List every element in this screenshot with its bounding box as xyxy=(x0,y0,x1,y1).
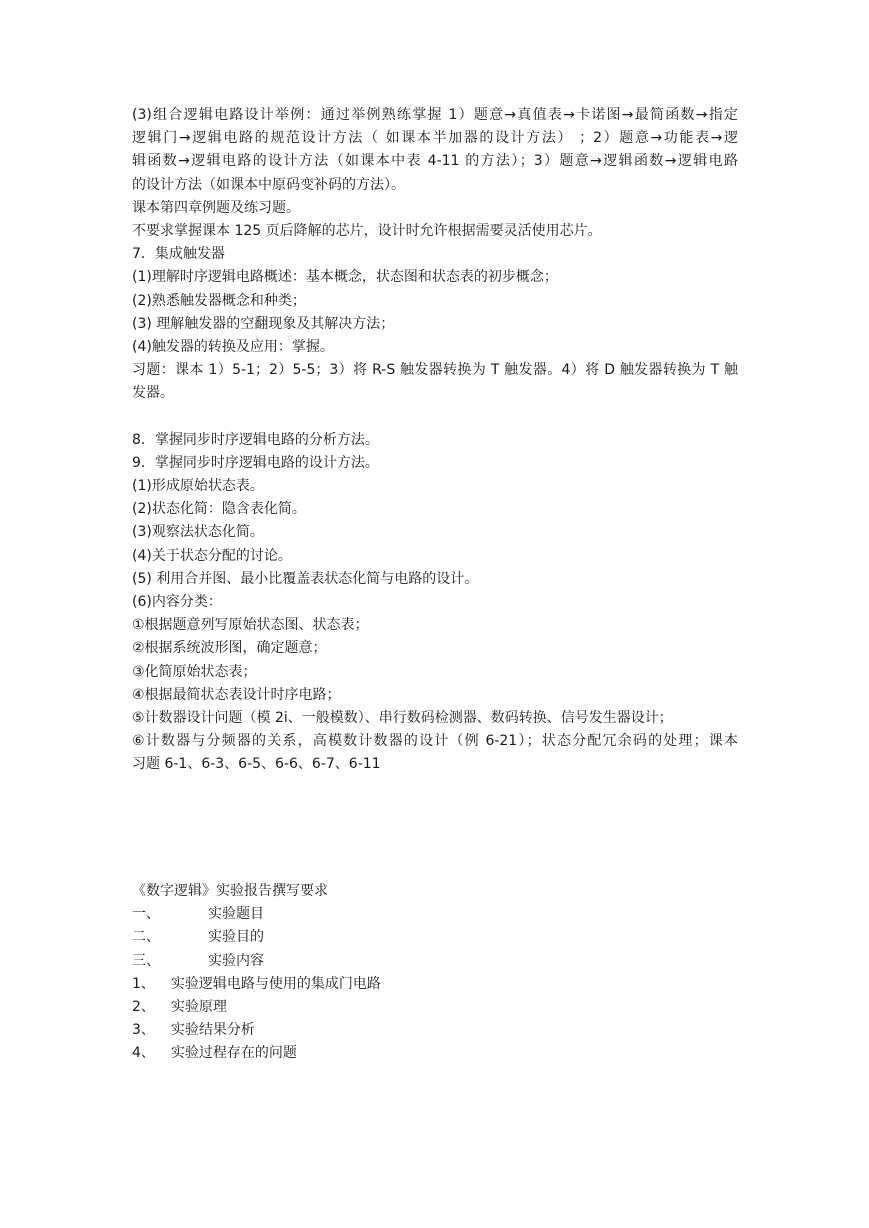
outline-heading xyxy=(132,903,738,926)
item-text: 实验过程存在的问题 xyxy=(170,1045,297,1062)
item-number: 1、 xyxy=(132,975,155,992)
lab-report-section xyxy=(132,880,738,1066)
paragraph-line: (1)理解时序逻辑电路概述：基本概念，状态图和状态表的初步概念； xyxy=(132,269,558,286)
paragraph-line: (4)触发器的转换及应用：掌握。 xyxy=(132,338,334,355)
numbered-item xyxy=(132,1042,738,1065)
outline-heading xyxy=(132,926,738,949)
list-item: ③化简原始状态表； xyxy=(132,663,257,680)
list-item: ①根据题意列写原始状态图、状态表； xyxy=(132,617,369,634)
heading-line: 9．掌握同步时序逻辑电路的设计方法。 xyxy=(132,454,379,471)
item-text: 实验原理 xyxy=(170,998,227,1015)
outline-number: 二、 xyxy=(132,929,160,946)
item-number: 3、 xyxy=(132,1022,155,1039)
numbered-item xyxy=(132,996,738,1019)
paragraph-line: (3)组合逻辑电路设计举例：通过举例熟练掌握 1）题意→真值表→卡诺图→最简函数→指定 xyxy=(132,107,738,123)
paragraph-line: (1)形成原始状态表。 xyxy=(132,478,264,494)
item-text: 实验逻辑电路与使用的集成门电路 xyxy=(170,975,381,992)
outline-text: 实验目的 xyxy=(208,929,264,946)
paragraph-line: 发器。 xyxy=(132,385,174,402)
section-title: 《数字逻辑》实验报告撰写要求 xyxy=(132,883,328,899)
paragraph-line: (2)熟悉触发器概念和种类； xyxy=(132,292,306,309)
paragraph-line: 辑函数→逻辑电路的设计方法（如课本中表 4-11 的方法）；3）题意→逻辑函数→逻辑电路 xyxy=(132,153,738,170)
list-item: ⑥计数器与分频器的关系，高模数计数器的设计（例 6-21）；状态分配冗余码的处理；课本 xyxy=(132,733,738,750)
paragraph-line: (6)内容分类： xyxy=(132,593,222,610)
numbered-item xyxy=(132,973,738,996)
outline-text: 实验题目 xyxy=(208,906,264,923)
outline-number: 三、 xyxy=(132,952,160,969)
paragraph-line: 逻辑门→逻辑电路的规范设计方法（ 如课本半加器的设计方法） ；2）题意→功能表→逻 xyxy=(132,130,738,147)
outline-heading xyxy=(132,950,738,973)
numbered-item xyxy=(132,1019,738,1042)
item-number: 4、 xyxy=(132,1045,155,1062)
outline-number: 一、 xyxy=(132,906,160,923)
blank-line xyxy=(132,405,738,428)
heading-line: 8．掌握同步时序逻辑电路的分析方法。 xyxy=(132,431,379,448)
list-item: ②根据系统波形图，确定题意； xyxy=(132,640,327,657)
paragraph-line: 不要求掌握课本 125 页后降解的芯片，设计时允许根据需要灵活使用芯片。 xyxy=(132,222,602,239)
paragraph-line: 的设计方法（如课本中原码变补码的方法）。 xyxy=(132,176,405,193)
paragraph-line: (3) 理解触发器的空翻现象及其解决方法； xyxy=(132,315,395,332)
course-requirements-section xyxy=(132,104,738,776)
heading-line: 7．集成触发器 xyxy=(132,246,225,263)
paragraph-line: (2)状态化简：隐含表化简。 xyxy=(132,501,306,518)
item-number: 2、 xyxy=(132,998,155,1015)
paragraph-line: 习题：课本 1）5-1；2）5-5；3）将 R-S 触发器转换为 T 触发器。4）将 D 触发器转换为 T 触 xyxy=(132,362,738,379)
paragraph-line: (5) 利用合并图、最小比覆盖表状态化简与电路的设计。 xyxy=(132,570,479,587)
paragraph-line: (3)观察法状态化简。 xyxy=(132,524,264,541)
paragraph-line: 课本第四章例题及练习题。 xyxy=(132,199,300,216)
outline-text: 实验内容 xyxy=(208,952,264,969)
item-text: 实验结果分析 xyxy=(170,1022,255,1039)
paragraph-line: (4)关于状态分配的讨论。 xyxy=(132,547,292,564)
list-item: 习题 6-1、6-3、6-5、6-6、6-7、6-11 xyxy=(132,756,381,773)
list-item: ⑤计数器设计问题（模 2i、一般模数）、串行数码检测器、数码转换、信号发生器设计； xyxy=(132,709,673,726)
list-item: ④根据最简状态表设计时序电路； xyxy=(132,686,341,703)
